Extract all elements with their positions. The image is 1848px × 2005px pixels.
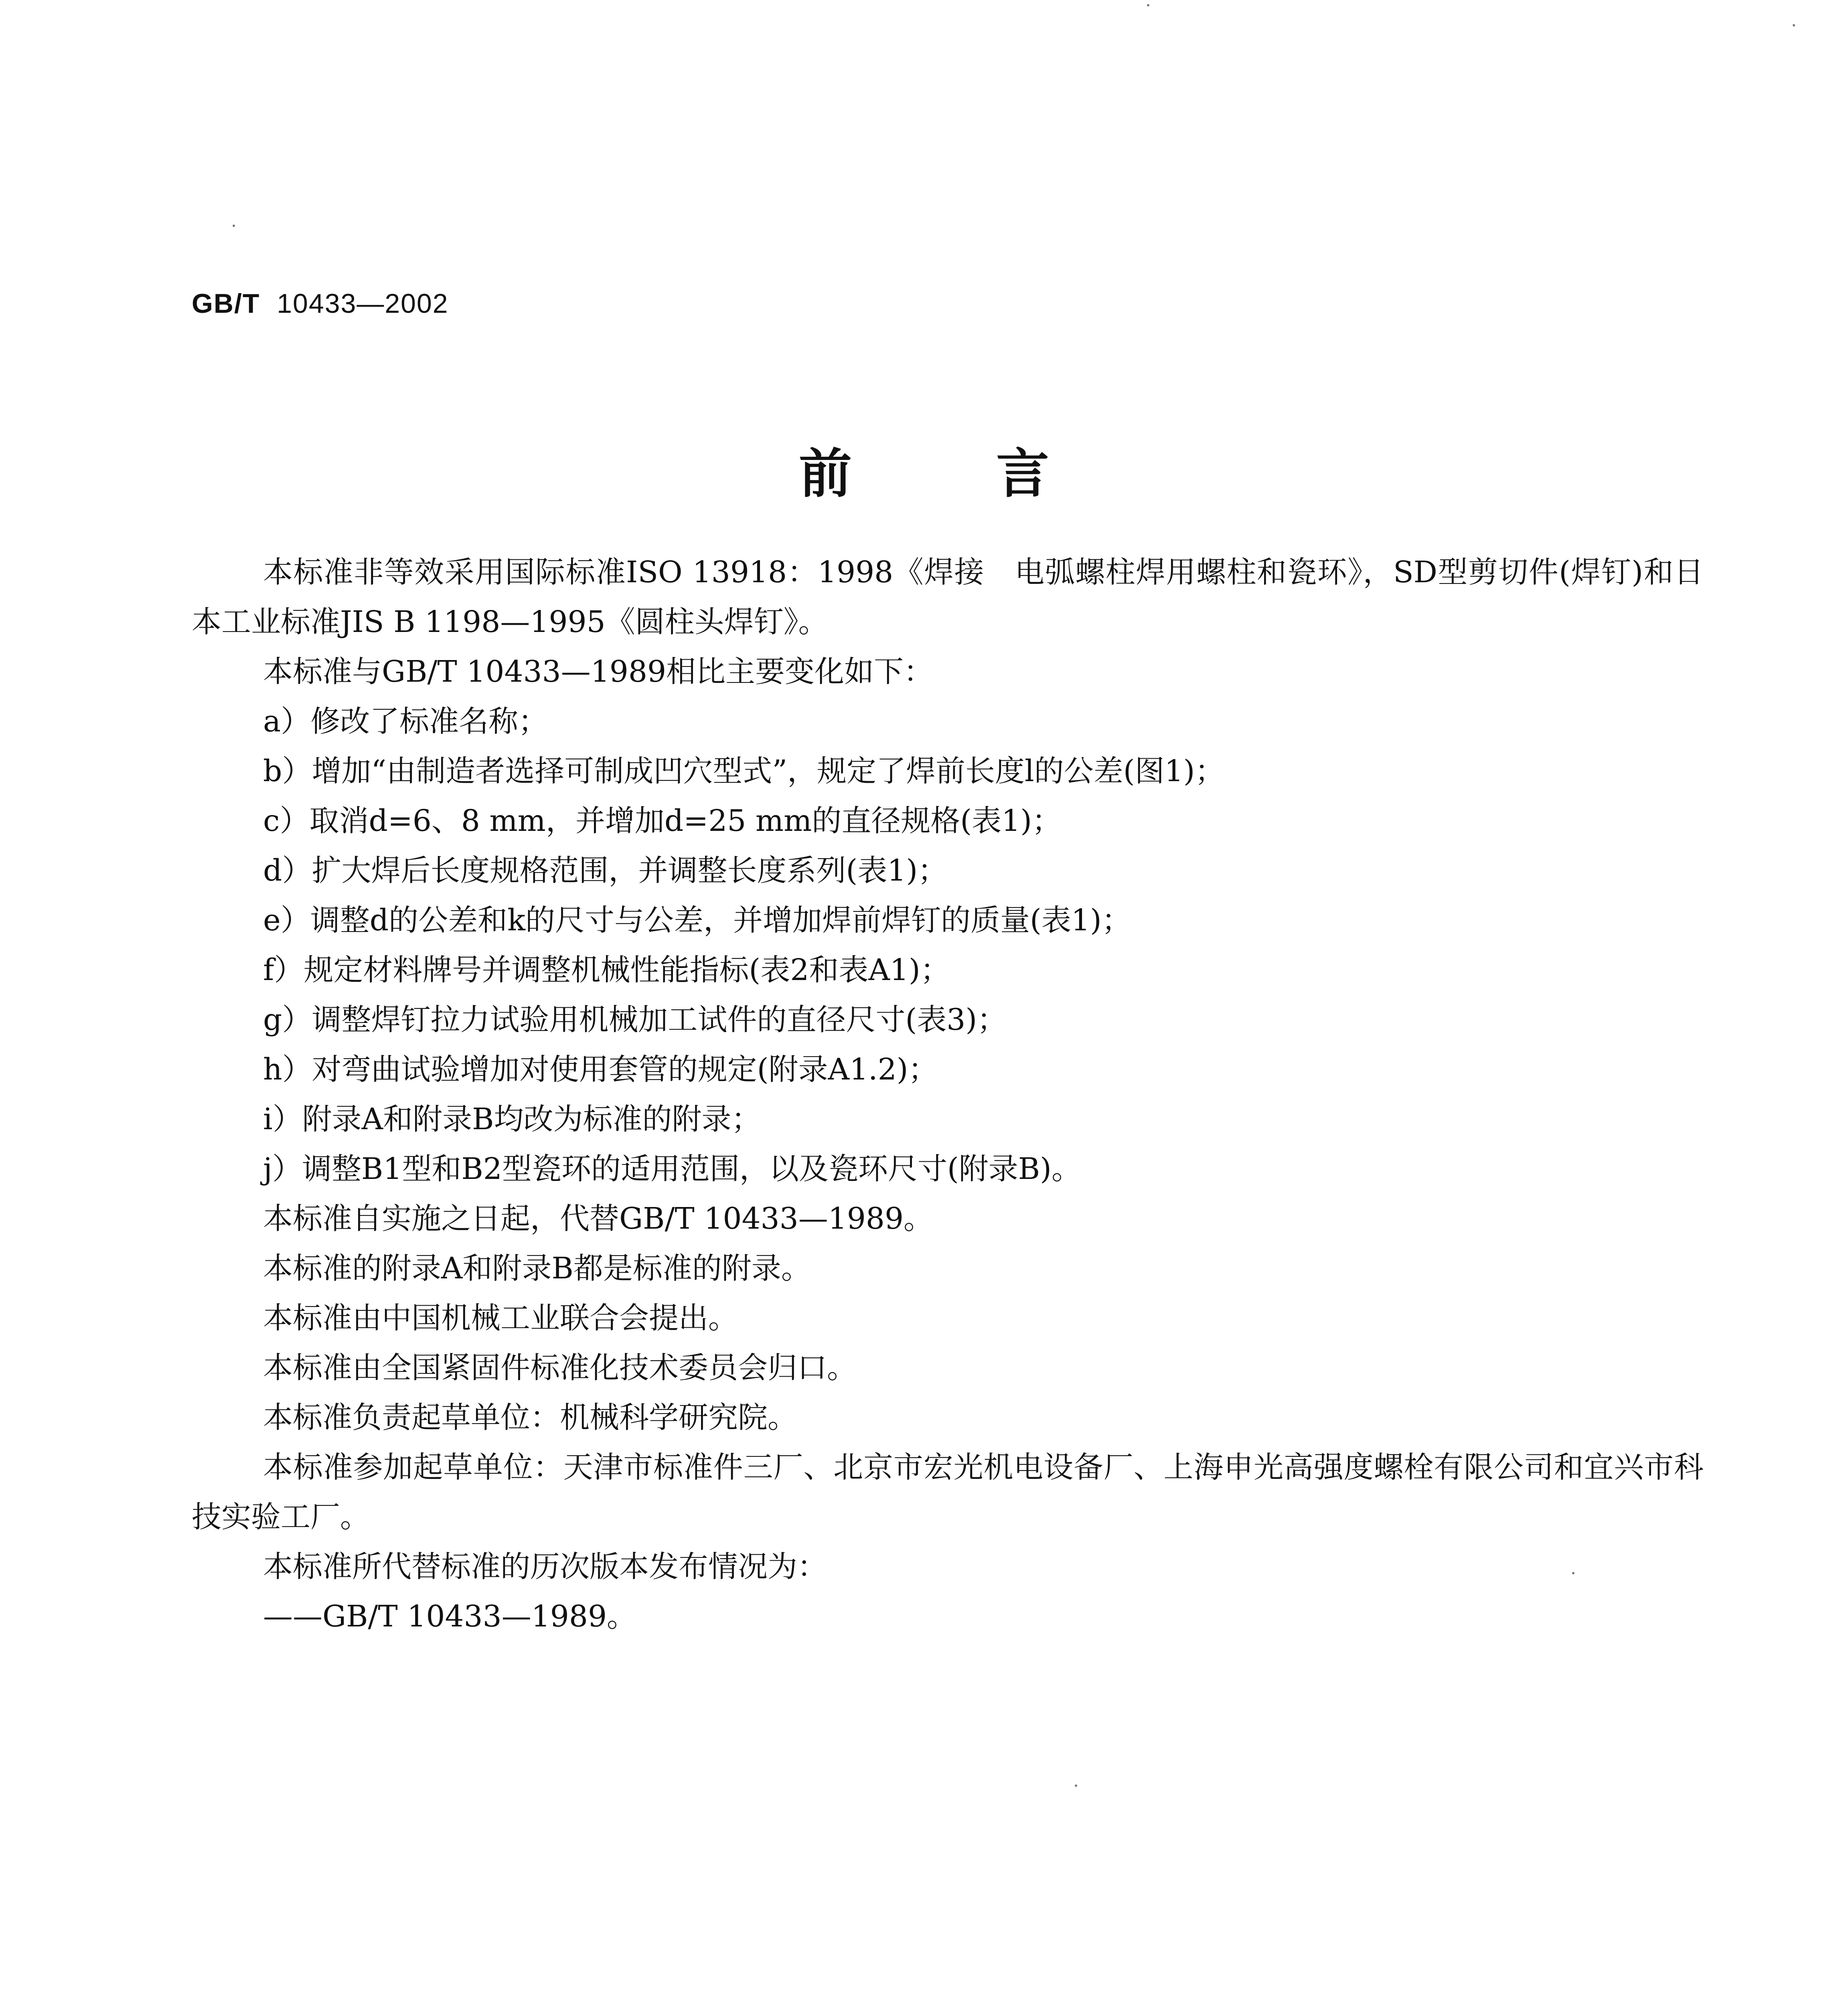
page-title: 前言 [799,443,1194,505]
list-item-h: h）对弯曲试验增加对使用套管的规定(附录A1.2)； [263,1052,938,1087]
paragraph-previous-editions: 本标准所代替标准的历次版本发布情况为： [263,1549,827,1584]
scan-speck [1147,4,1149,6]
document-code-number: 10433—2002 [277,288,449,319]
list-item-a: a）修改了标准名称； [263,704,548,739]
paragraph-adoption: 本标准非等效采用国际标准ISO 13918：1998《焊接 电弧螺柱焊用螺柱和瓷环》，SD型剪切件(焊钉)和日本工业标准JIS B 1198—1995《圆柱头焊钉》。 [192,555,1704,639]
document-code-prefix: GB/T [192,288,260,319]
paragraph-committee: 本标准由全国紧固件标准化技术委员会归口。 [263,1351,857,1385]
scan-speck [233,225,235,227]
list-item-g: g）调整焊钉拉力试验用机械加工试件的直径尺寸(表3)； [263,1003,1007,1037]
paragraph-proposer: 本标准由中国机械工业联合会提出。 [263,1301,738,1335]
paragraph-previous-edition-item: ——GB/T 10433—1989。 [263,1599,637,1634]
paragraph-changes-intro: 本标准与GB/T 10433—1989相比主要变化如下： [263,654,934,689]
scan-speck [1572,1572,1574,1574]
list-item-c: c）取消d=6、8 mm，并增加d=25 mm的直径规格(表1)； [263,804,1062,838]
paragraph-drafting-unit: 本标准负责起草单位：机械科学研究院。 [263,1400,797,1435]
scan-speck [1793,24,1795,26]
list-item-f: f）规定材料牌号并调整机械性能指标(表2和表A1)； [263,953,950,987]
document-code [192,288,449,319]
paragraph-participating-units: 本标准参加起草单位：天津市标准件三厂、北京市宏光机电设备厂、上海申光高强度螺栓有限公司和宜兴市科技实验工厂。 [192,1450,1704,1534]
paragraph-replacement: 本标准自实施之日起，代替GB/T 10433—1989。 [263,1201,934,1236]
list-item-b: b）增加“由制造者选择可制成凹穴型式”，规定了焊前长度l的公差(图1)； [263,754,1225,788]
list-item-d: d）扩大焊后长度规格范围，并调整长度系列(表1)； [263,853,948,888]
list-item-j: j）调整B1型和B2型瓷环的适用范围，以及瓷环尺寸(附录B)。 [263,1152,1081,1186]
scan-speck [1075,1784,1077,1787]
list-item-i: i）附录A和附录B均改为标准的附录； [263,1102,761,1136]
paragraph-annexes: 本标准的附录A和附录B都是标准的附录。 [263,1251,811,1286]
foreword-body [192,547,1704,1641]
list-item-e: e）调整d的公差和k的尺寸与公差，并增加焊前焊钉的质量(表1)； [263,903,1131,938]
